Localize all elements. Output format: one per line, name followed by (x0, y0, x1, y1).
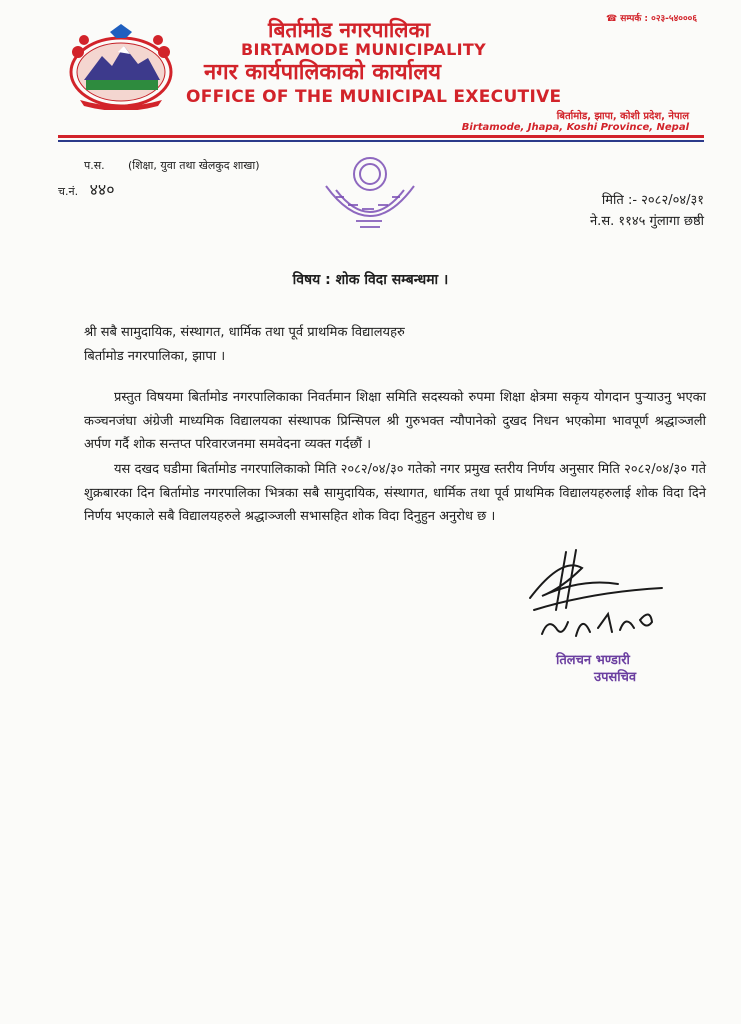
letter-subject: विषय : शोक विदा सम्बन्धमा । (292, 272, 449, 288)
nepal-sambat-date: ने.स. ११४५ गुंलागा छष्ठी (589, 214, 704, 229)
header-divider-blue (58, 140, 704, 142)
chalan-value: ४४० (89, 180, 115, 199)
address-np: बिर्तामोड, झापा, कोशी प्रदेश, नेपाल (556, 111, 689, 122)
recipient-line-2: बिर्तामोड नगरपालिका, झापा । (84, 349, 226, 364)
office-title-np: नगर कार्यपालिकाको कार्यालय (204, 60, 441, 85)
patra-sankhya-label: प.स. (84, 159, 105, 172)
handwritten-signature (522, 548, 678, 646)
body-paragraph-2: यस दखद घडीमा बिर्तामोड नगरपालिकाको मिति २०८२/०४/३० गतेको नगर प्रमुख स्तरीय निर्णय अनुसार मिति २०८२/०४/३० गते शुक्रबारका दिन बिर्तामोड नगरपालिका भित्रका सबै सामुदायिक, संस्थागत, धार्मिक तथा पूर्व प्राथमिक विद्यालयहरुलाई शोक विदा दिने निर्णय भएकाले सबै विद्यालयहरुले श्रद्धाञ्जली सभासहित शोक विदा दिनुहुन अनुरोध छ । (84, 462, 706, 524)
office-seal-stamp (316, 146, 424, 242)
municipality-title-np: बिर्तामोड नगरपालिका (268, 18, 431, 42)
section-name: (शिक्षा, युवा तथा खेलकुद शाखा) (128, 159, 260, 172)
office-title-en: OFFICE OF THE MUNICIPAL EXECUTIVE (186, 87, 562, 107)
signatory-designation: उपसचिव (594, 670, 637, 685)
header-divider-red (58, 135, 704, 138)
contact-number: ☎ सम्पर्क : ०२३-५४०००६ (605, 14, 697, 24)
address-en: Birtamode, Jhapa, Koshi Province, Nepal (461, 122, 689, 133)
letter-date: मिति :- २०८२/०४/३१ (601, 193, 704, 208)
signatory-name: तिलचन भण्डारी (556, 653, 630, 668)
recipient-line-1: श्री सबै सामुदायिक, संस्थागत, धार्मिक तथा पूर्व प्राथमिक विद्यालयहरु (84, 325, 405, 340)
chalan-label: च.नं. (58, 185, 79, 198)
municipality-title-en: BIRTAMODE MUNICIPALITY (241, 40, 486, 59)
chalan-number (58, 178, 115, 200)
body-paragraph-1: प्रस्तुत विषयमा बिर्तामोड नगरपालिकाका निवर्तमान शिक्षा समिति सदस्यको रुपमा शिक्षा क्षेत्रमा सकृय योगदान पुऱ्याउनु भएका कञ्चनजंघा अंग्रेजी माध्यमिक विद्यालयका संस्थापक प्रिन्सिपल श्री गुरुभक्त न्यौपानेको दुखद निधन भएकोमा भावपूर्ण श्रद्धाञ्जली अर्पण गर्दै शोक सन्तप्त परिवारजनमा समवेदना व्यक्त गर्दछौं । (84, 390, 706, 452)
nepal-emblem-logo (62, 22, 180, 110)
